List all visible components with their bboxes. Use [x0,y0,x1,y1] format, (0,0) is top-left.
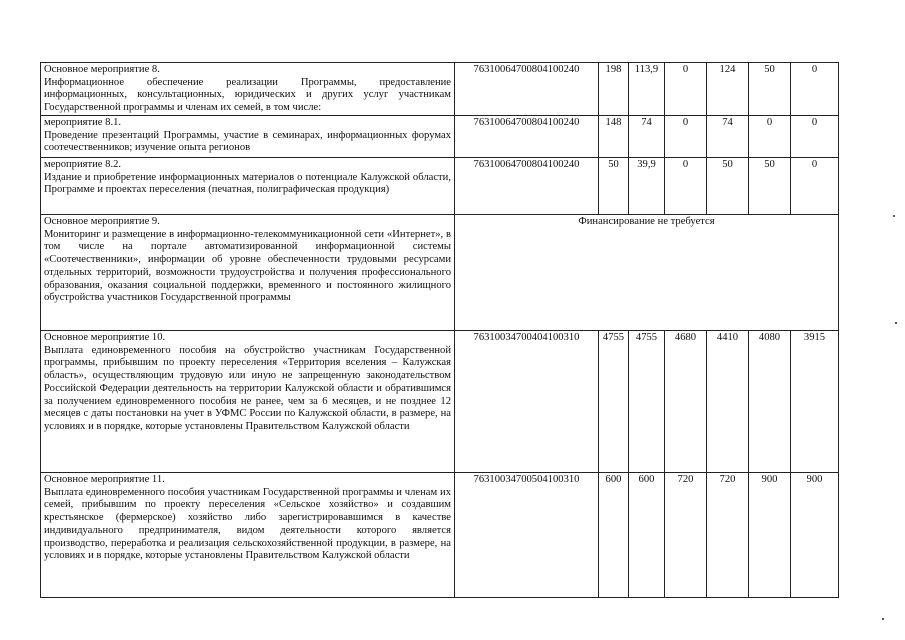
table-row [41,158,839,215]
value-cell: 3915 [791,331,839,473]
value-cell: 50 [707,158,749,215]
value-cell: 600 [629,473,665,598]
activity-description [41,473,455,598]
value-cell: 4080 [749,331,791,473]
activity-text: Проведение презентаций Программы, участие в семинарах, информационных форумах соотечественников; изучение опыта регионов [44,129,451,154]
scan-speck [893,215,895,217]
activity-title: мероприятие 8.2. [44,159,122,170]
value-cell: 720 [707,473,749,598]
table-row [41,331,839,473]
budget-code: 76310034700404100310 [455,331,599,473]
value-cell: 900 [749,473,791,598]
value-cell: 0 [665,158,707,215]
activity-title: мероприятие 8.1. [44,117,122,128]
activity-description [41,63,455,116]
value-cell: 148 [599,116,629,158]
activity-text: Издание и приобретение информационных материалов о потенциале Калужской области, Программе и проектах переселения (печатная, полиграфическая продукция) [44,171,451,196]
activity-text: Мониторинг и размещение в информационно-телекоммуникационной сети «Интернет», в том числе на портале автоматизированной информационной системы «Соотечественники», информации об уровне обеспеченности трудовыми ресурсами отдельных территорий, возможности трудоустройства и получения профессионального образования, оказания социальной поддержки, временного и постоянного жилищного обустройства участников Государственной программы [44,228,451,304]
table-row [41,116,839,158]
activity-text: Выплата единовременного пособия на обустройство участникам Государственной программы, прибывшим по проекту переселения «Территория вселения – Калужская область», осуществляющим трудовую или иную не запрещенную законодательством Российской Федерации деятельность на территории Калужской области и обратившимся за получением единовременного пособия не ранее, чем за 6 месяцев, и не позднее 12 месяцев с даты постановки на учет в УФМС России по Калужской области, в размере, на условиях и в порядке, которые установлены Правительством Калужской области [44,344,451,432]
value-cell: 4755 [629,331,665,473]
value-cell: 0 [665,63,707,116]
table-row [41,473,839,598]
budget-code: 76310064700804100240 [455,158,599,215]
table-row [41,215,839,331]
scan-speck [882,618,884,620]
value-cell: 4410 [707,331,749,473]
activity-title: Основное мероприятие 8. [44,64,160,75]
value-cell: 50 [749,63,791,116]
value-cell: 0 [791,116,839,158]
activity-description [41,116,455,158]
value-cell: 720 [665,473,707,598]
activity-title: Основное мероприятие 10. [44,332,166,343]
activity-description [41,215,455,331]
budget-code: 76310034700504100310 [455,473,599,598]
value-cell: 74 [629,116,665,158]
activity-description [41,331,455,473]
no-financing-note: Финансирование не требуется [455,215,839,331]
activity-text: Выплата единовременного пособия участникам Государственной программы и членам их семей, прибывшим по проекту переселения «Сельское хозяйство» и создавшим крестьянское (фермерское) хозяйство либо зарегистрировавшимся в качестве индивидуального предпринимателя, видом деятельности которого является производство, переработка и реализация сельскохозяйственной продукции, в размере, на условиях и в порядке, которые установлены Правительством Калужской области [44,486,451,562]
value-cell: 113,9 [629,63,665,116]
value-cell: 0 [665,116,707,158]
value-cell: 4680 [665,331,707,473]
value-cell: 0 [791,63,839,116]
value-cell: 124 [707,63,749,116]
value-cell: 39,9 [629,158,665,215]
value-cell: 0 [791,158,839,215]
value-cell: 198 [599,63,629,116]
value-cell: 900 [791,473,839,598]
budget-code: 76310064700804100240 [455,116,599,158]
activity-text: Информационное обеспечение реализации Программы, предоставление информационных, консультационных, юридических и других услуг участникам Государственной программы и членам их семей, в том числе: [44,76,451,114]
activity-title: Основное мероприятие 11. [44,474,165,485]
activity-title: Основное мероприятие 9. [44,216,160,227]
scan-speck [895,322,897,324]
value-cell: 4755 [599,331,629,473]
value-cell: 0 [749,116,791,158]
value-cell: 50 [749,158,791,215]
value-cell: 74 [707,116,749,158]
value-cell: 50 [599,158,629,215]
budget-code: 76310064700804100240 [455,63,599,116]
table-row [41,63,839,116]
value-cell: 600 [599,473,629,598]
activity-description [41,158,455,215]
program-activities-table [40,62,839,598]
